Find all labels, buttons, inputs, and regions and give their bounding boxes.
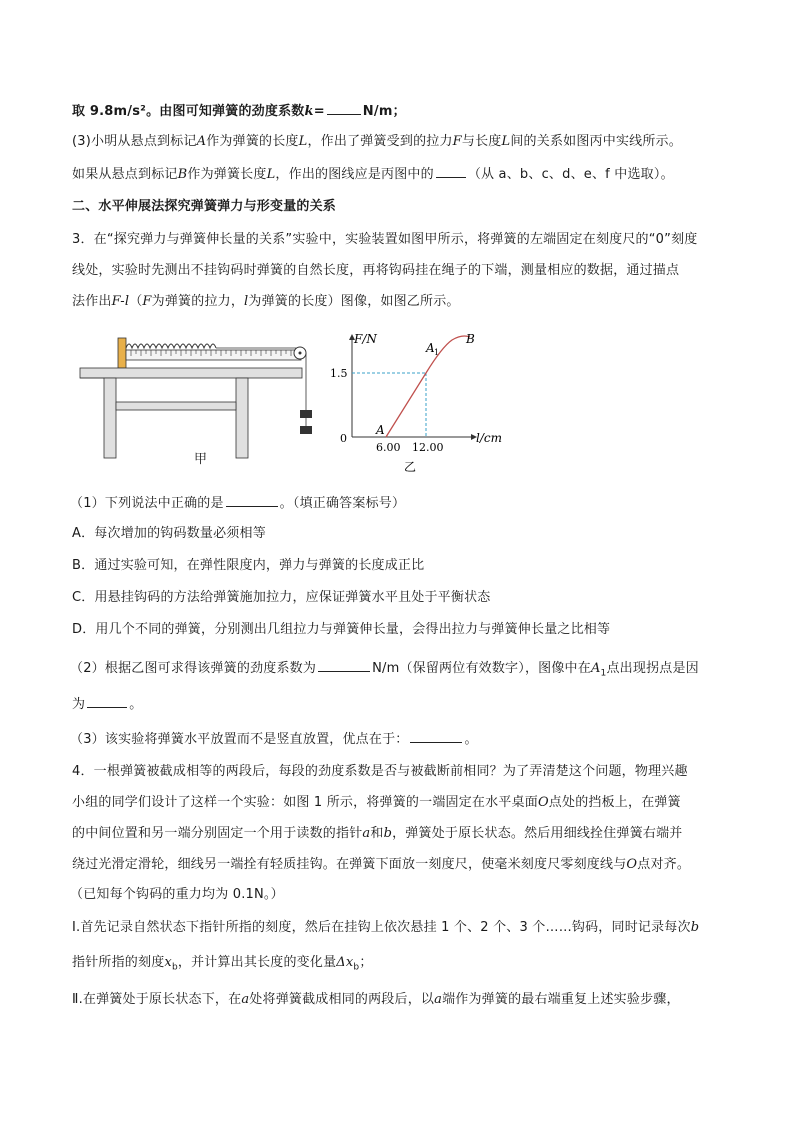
q3-sub2-line2: [72, 693, 142, 715]
q4-intro-line4: [72, 855, 690, 875]
origin-label: 0: [340, 432, 347, 445]
q3-intro-line3: [72, 292, 460, 312]
var-L: L: [501, 134, 511, 149]
answer-blank-sub1[interactable]: [226, 492, 278, 507]
text: Ⅰ.首先记录自然状态下指针所指的刻度，然后在挂钩上依次悬挂 1 个、2 个、3 个……钩码，同时记录每次: [72, 920, 691, 935]
text: 为弹簧的长度）图像，如图乙所示。: [248, 294, 460, 309]
text: ，并计算出其长度的变化量: [177, 955, 337, 970]
option-d[interactable]: D．用几个不同的弹簧，分别测出几组拉力与弹簧伸长量，会得出拉力与弹簧伸长量之比相等: [72, 622, 611, 637]
q4-intro-line2: [72, 793, 681, 813]
table-leg-left: [104, 378, 116, 458]
var-b: b: [383, 826, 393, 841]
q3-intro-line2: 线处，实验时先测出不挂钩码时弹簧的自然长度，再将钩码挂在绳子的下端，测量相应的数据，通过描点: [72, 263, 680, 278]
figure-jia-apparatus: [76, 330, 326, 470]
text: ，作出的图线应是丙图中的: [275, 167, 434, 182]
text: 和: [370, 826, 384, 841]
text: 指针所指的刻度: [72, 955, 165, 970]
text: N/m（保留两位有效数字），图像中在: [372, 661, 591, 676]
var-b: b: [690, 920, 700, 935]
option-a[interactable]: A．每次增加的钩码数量必须相等: [72, 526, 266, 541]
answer-blank-graph[interactable]: [436, 163, 466, 178]
figure-yi-graph: [330, 327, 510, 477]
table-bar: [116, 402, 236, 410]
text: （从 a、b、c、d、e、f 中选取）。: [467, 167, 674, 182]
text: 为弹簧的拉力，: [151, 294, 245, 309]
text: （: [129, 294, 143, 309]
var-L: L: [298, 134, 308, 149]
text: 为: [72, 697, 86, 712]
fig-yi-caption: 乙: [404, 460, 417, 474]
text: 处将弹簧截成相同的两段后，以: [249, 992, 435, 1007]
text: 法作出: [72, 294, 112, 309]
var-dx: Δx: [336, 955, 354, 970]
var-A1-sub: 1: [600, 668, 607, 679]
answer-blank-reason[interactable]: [87, 693, 127, 708]
var-B: B: [177, 167, 188, 182]
text: 。（填正确答案标号）: [279, 496, 406, 511]
answer-blank-k2[interactable]: [318, 657, 370, 672]
text: （1）下列说法中正确的是: [70, 496, 224, 511]
fixed-block: [118, 338, 126, 368]
var-A1: A: [590, 661, 601, 676]
var-k: k: [304, 104, 314, 119]
answer-blank-advantage[interactable]: [410, 728, 462, 743]
spring: [126, 344, 216, 348]
text: 点对齐。: [637, 857, 691, 872]
text: 。: [129, 697, 143, 712]
text: 点出现拐点是因: [606, 661, 699, 676]
text: 作为弹簧的长度: [206, 134, 299, 149]
text: 的中间位置和另一端分别固定一个用于读数的指针: [72, 826, 363, 841]
text: 如果从悬点到标记: [72, 167, 178, 182]
point-A1-sub: 1: [434, 348, 440, 357]
q3-intro-line1: 3．在“探究弹力与弹簧伸长量的关系”实验中，实验装置如图甲所示，将弹簧的左端固定在刻度尺的“0”刻度: [72, 232, 698, 247]
text: 绕过光滑定滑轮，细线另一端拴有轻质挂钩。在弹簧下面放一刻度尺，使毫米刻度尺零刻度线与: [72, 857, 627, 872]
point-A1-label: A: [426, 341, 435, 355]
text: 与长度: [461, 134, 502, 149]
x-tick-6: 6.00: [376, 441, 401, 454]
text: 作为弹簧长度: [187, 167, 267, 182]
q4-intro-line1: 4．一根弹簧被截成相等的两段后，每段的劲度系数是否与被截断前相同？为了弄清楚这个问题，物理兴趣: [72, 764, 688, 779]
q2-sub3-line1: [72, 132, 682, 152]
var-O: O: [537, 795, 549, 810]
eq-sign: =: [313, 104, 325, 119]
text: 端作为弹簧的最右端重复上述实验步骤，: [442, 992, 680, 1007]
q3-sub2-line1: [70, 657, 699, 684]
text: ，作出了弹簧受到的拉力: [307, 134, 453, 149]
y-axis-label: F/N: [354, 332, 377, 346]
var-x-sub: b: [171, 962, 178, 973]
var-Fl: F-l: [111, 294, 130, 309]
q2-line-k: [72, 100, 406, 122]
var-O: O: [626, 857, 638, 872]
table-leg-right: [236, 378, 248, 458]
q3-sub1: [70, 492, 405, 514]
var-F: F: [142, 294, 152, 309]
text: 点处的挡板上，在弹簧: [548, 795, 681, 810]
unit-text: N/m；: [362, 104, 406, 119]
text: ；: [359, 955, 373, 970]
var-A: A: [196, 134, 207, 149]
text: Ⅱ.在弹簧处于原长状态下，在: [72, 992, 242, 1007]
table-top: [80, 368, 302, 378]
text: （3）该实验将弹簧水平放置而不是竖直放置，优点在于：: [70, 732, 409, 747]
text: 小组的同学们设计了这样一个实验：如图 1 所示，将弹簧的一端固定在水平桌面: [72, 795, 538, 810]
var-a: a: [434, 992, 443, 1007]
q2-sub3-label: (3)小明从悬点到标记: [72, 134, 197, 149]
option-b[interactable]: B．通过实验可知，在弹性限度内，弹力与弹簧的长度成正比: [72, 558, 425, 573]
text: 间的关系如图丙中实线所示。: [510, 134, 682, 149]
var-a: a: [362, 826, 371, 841]
var-L: L: [266, 167, 276, 182]
point-A-label: A: [376, 423, 385, 437]
text: 。: [464, 732, 478, 747]
q4-intro-line3: [72, 824, 683, 844]
x-axis-label: l/cm: [476, 431, 502, 445]
weight-1: [300, 410, 312, 418]
section-title: 二、水平伸展法探究弹簧弹力与形变量的关系: [72, 199, 337, 214]
q4-step1-line1: [72, 918, 699, 938]
q4-step2-line1: [72, 990, 680, 1010]
q3-sub3: [70, 728, 478, 750]
fig-jia-caption: 甲: [194, 452, 208, 467]
var-a: a: [241, 992, 250, 1007]
answer-blank-k[interactable]: [327, 100, 361, 115]
weight-2: [300, 426, 312, 434]
pulley-axle: [299, 352, 302, 355]
y-tick-1.5: 1.5: [330, 367, 348, 380]
text: （2）根据乙图可求得该弹簧的劲度系数为: [70, 661, 317, 676]
q2-line1-text: 取 9.8m/s²。由图可知弹簧的劲度系数: [72, 104, 305, 119]
var-l: l: [244, 294, 249, 309]
ruler: [126, 350, 301, 360]
x-tick-12: 12.00: [412, 441, 444, 454]
q2-sub3-line2: [72, 163, 674, 185]
option-c[interactable]: C．用悬挂钩码的方法给弹簧施加拉力，应保证弹簧水平且处于平衡状态: [72, 590, 491, 605]
q4-step1-line2: [72, 953, 373, 978]
q4-intro-line5: （已知每个钩码的重力均为 0.1N。）: [70, 887, 284, 902]
var-F: F: [452, 134, 462, 149]
text: ，弹簧处于原长状态。然后用细线拴住弹簧右端并: [392, 826, 683, 841]
var-x: x: [164, 955, 172, 970]
var-dx-sub: b: [353, 962, 360, 973]
point-B-label: B: [466, 332, 475, 346]
